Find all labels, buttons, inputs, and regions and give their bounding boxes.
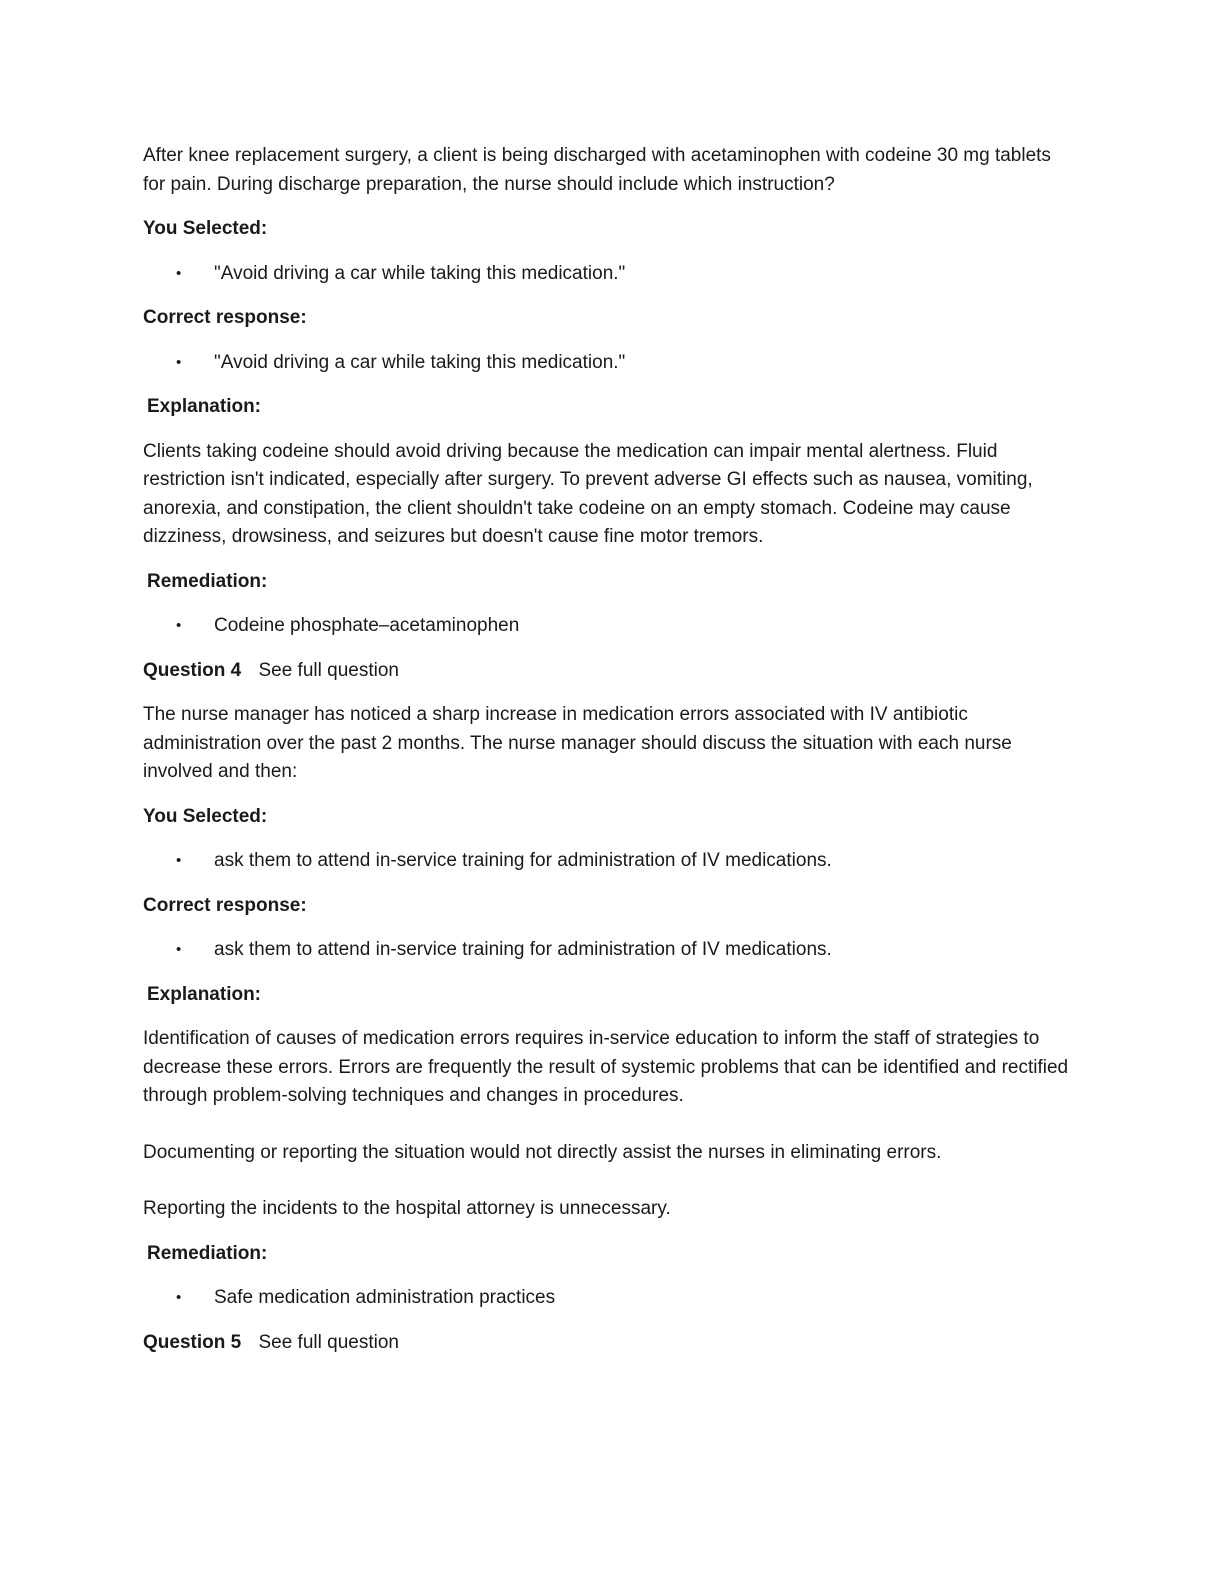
q3-you-selected-item	[143, 260, 1073, 289]
q3-explanation-label: Explanation:	[147, 396, 262, 417]
q3-explanation-text: Clients taking codeine should avoid driving because the medication can impair mental alertness. Fluid restriction isn't indicated, especially after surgery. To prevent adverse GI effects such as nausea, vomiting, anorexia, and constipation, the client shouldn't take codeine on an empty stomach. Codeine may cause dizziness, drowsiness, and seizures but doesn't cause fine motor tremors.	[143, 440, 1033, 547]
bullet-icon: •	[176, 353, 182, 371]
q5-number: Question 5	[143, 1331, 242, 1353]
q3-stem: After knee replacement surgery, a client is being discharged with acetaminophen with codeine 30 mg tablets for pain. During discharge preparation, the nurse should include which instruction?	[143, 145, 1051, 195]
spacer	[143, 1127, 1073, 1139]
q4-number: Question 4	[143, 659, 242, 681]
q4-remediation-item[interactable]	[143, 1284, 1073, 1313]
q4-remediation-list	[143, 1284, 1073, 1313]
q4-correct-list	[143, 936, 1073, 965]
q3-correct-text: "Avoid driving a car while taking this medication."	[214, 351, 626, 373]
bullet-icon: •	[176, 264, 182, 282]
q3-remediation-list	[143, 612, 1073, 641]
q4-remediation-label: Remediation:	[147, 1242, 268, 1264]
bullet-icon: •	[176, 941, 182, 958]
q4-you-selected-item	[143, 847, 1073, 876]
q4-explanation-text-2: Documenting or reporting the situation would not directly assist the nurses in eliminating errors.	[143, 1141, 942, 1163]
q4-see-full-question-link[interactable]: See full question	[258, 659, 399, 681]
q5-see-full-question-link[interactable]: See full question	[258, 1331, 399, 1353]
q4-explanation-label: Explanation:	[147, 983, 262, 1005]
q4-remediation-link[interactable]: Safe medication administration practices	[214, 1287, 556, 1308]
bullet-icon: •	[176, 852, 182, 869]
q4-you-selected-label: You Selected:	[143, 805, 268, 827]
q3-you-selected-text: "Avoid driving a car while taking this medication."	[214, 262, 626, 284]
q5-heading	[143, 1329, 1073, 1358]
q4-explanation-text-3: Reporting the incidents to the hospital attorney is unnecessary.	[143, 1198, 671, 1219]
q4-correct-text: ask them to attend in-service training for administration of IV medications.	[214, 939, 832, 960]
q3-remediation-label: Remediation:	[147, 570, 268, 592]
bullet-icon: •	[176, 617, 182, 634]
q4-you-selected-text: ask them to attend in-service training for administration of IV medications.	[214, 850, 832, 871]
q3-correct-label: Correct response:	[143, 307, 307, 328]
bullet-icon: •	[176, 1289, 182, 1306]
q4-heading	[143, 657, 1073, 686]
document-page	[143, 142, 1073, 1373]
q3-remediation-item[interactable]	[143, 612, 1073, 641]
q3-remediation-link[interactable]: Codeine phosphate–acetaminophen	[214, 615, 520, 636]
q3-correct-list	[143, 349, 1073, 378]
spacer	[143, 1183, 1073, 1195]
q4-stem: The nurse manager has noticed a sharp increase in medication errors associated with IV antibiotic administration over the past 2 months. The nurse manager should discuss the situation with each nurse involved and then:	[143, 704, 1012, 782]
q3-you-selected-label: You Selected:	[143, 218, 268, 239]
q4-explanation-text-1: Identification of causes of medication errors requires in-service education to inform the staff of strategies to decrease these errors. Errors are frequently the result of systemic problems that can be identified and rectified through problem-solving techniques and changes in procedures.	[143, 1028, 1069, 1106]
q4-you-selected-list	[143, 847, 1073, 876]
q3-correct-item	[143, 349, 1073, 378]
q3-you-selected-list	[143, 260, 1073, 289]
q4-correct-item	[143, 936, 1073, 965]
q4-correct-label: Correct response:	[143, 894, 307, 916]
